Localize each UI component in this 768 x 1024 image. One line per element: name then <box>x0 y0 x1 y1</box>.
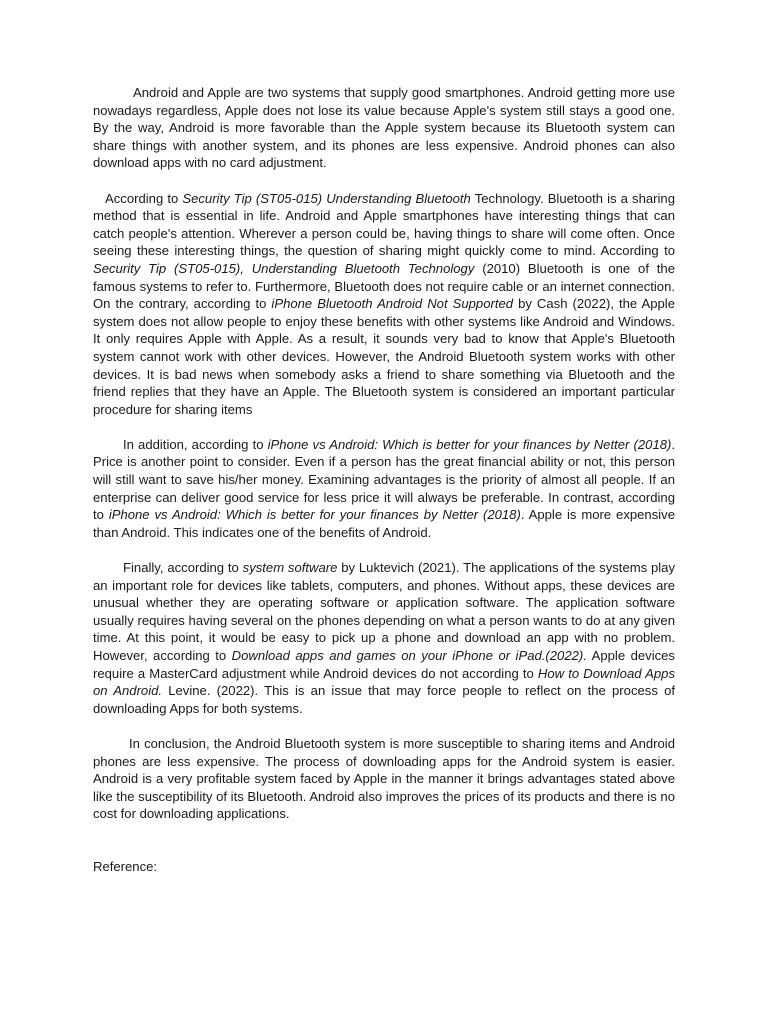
paragraph-intro <box>93 84 675 172</box>
text-segment: Apple devices require a MasterCard adjustment while Android devices do not according to <box>93 648 675 681</box>
text-segment: . Price is another point to consider. Even if a person has the great financial ability or not, this person will still want to save his/her money. Examining advantages is the priority of almost all people. If an enterprise can deliver good service for less price it will always be preferable. In contrast, according to <box>93 436 676 523</box>
reference-heading: Reference: <box>93 858 158 874</box>
text-segment: (2010) Bluetooth is one of the famous systems to refer to. Furthermore, Bluetooth does not require cable or an internet connection. On the contrary, according to <box>93 260 675 312</box>
paragraph-conclusion <box>93 735 675 823</box>
citation-title: Security Tip (ST05-015) Understanding Bluetooth <box>182 190 471 206</box>
citation-title: iPhone vs Android: Which is better for your finances by Netter (2018) <box>267 436 672 452</box>
text-segment: Levine. (2022). This is an issue that may force people to reflect on the process of downloading Apps for both systems. <box>93 683 675 716</box>
text-segment: Technology. Bluetooth is a sharing method that is essential in life. Android and Apple smartphones have interesting things that can catch people's attention. Wherever a person could be, having things to share will come often. Once seeing these interesting things, the question of sharing might quickly come to mind. According to <box>93 190 675 259</box>
citation-title: Security Tip (ST05-015), Understanding Bluetooth Technology <box>93 260 475 276</box>
citation-title: iPhone vs Android: Which is better for your finances by Netter (2018) <box>108 507 521 523</box>
text-segment: In conclusion, the Android Bluetooth system is more susceptible to sharing items and Android phones are less expensive. The process of downloading apps for the Android system is easier. Android is a very profitable system faced by Apple in the manner it brings advantages stated above like the susceptibility of its Bluetooth. Android also improves the prices of its products and there is no cost for downloading applications. <box>93 735 675 822</box>
citation-title: system software <box>242 560 338 576</box>
citation-title: Download apps and games on your iPhone or iPad.(2022). <box>231 648 587 663</box>
text-segment: Finally, according to <box>123 560 243 576</box>
text-segment: In addition, according to <box>123 436 268 452</box>
text-segment: by Luktevich (2021). The applications of the systems play an important role for devices like tablets, computers, and phones. Without apps, these devices are unusual whether they are operating software or application software. The application software usually requires having several on the phones depending on what a person wants to do at any given time. At this point, it would be easy to pick up a phone and download an app with no problem. However, according to <box>93 560 676 663</box>
paragraph-software <box>93 559 675 717</box>
text-segment: According to <box>105 190 183 206</box>
paragraph-bluetooth <box>93 190 675 419</box>
citation-title: iPhone Bluetooth Android Not Supported <box>271 296 514 312</box>
text-segment: by Cash (2022), the Apple system does not allow people to enjoy these benefits with other systems like Android and Windows. It only requires Apple with Apple. As a result, it sounds very bad to know that Apple's Bluetooth system cannot work with other devices. However, the Android Bluetooth system works with other devices. It is bad news when somebody asks a friend to share something via Bluetooth and the friend replies that they have an Apple. The Bluetooth system is considered an important particular procedure for sharing items <box>93 296 675 417</box>
text-segment: Android and Apple are two systems that supply good smartphones. Android getting more use nowadays regardless, Apple does not lose its value because Apple's system still stays a good one. By the way, Android is more favorable than the Apple system because its Bluetooth system can share things with another system, and its phones are less expensive. Android phones can also download apps with no card adjustment. <box>93 85 675 171</box>
text-segment: . Apple is more expensive than Android. This indicates one of the benefits of Android. <box>93 507 676 540</box>
paragraph-price <box>93 436 675 542</box>
document-page <box>93 84 675 893</box>
citation-title: How to Download Apps on Android. <box>93 665 675 699</box>
